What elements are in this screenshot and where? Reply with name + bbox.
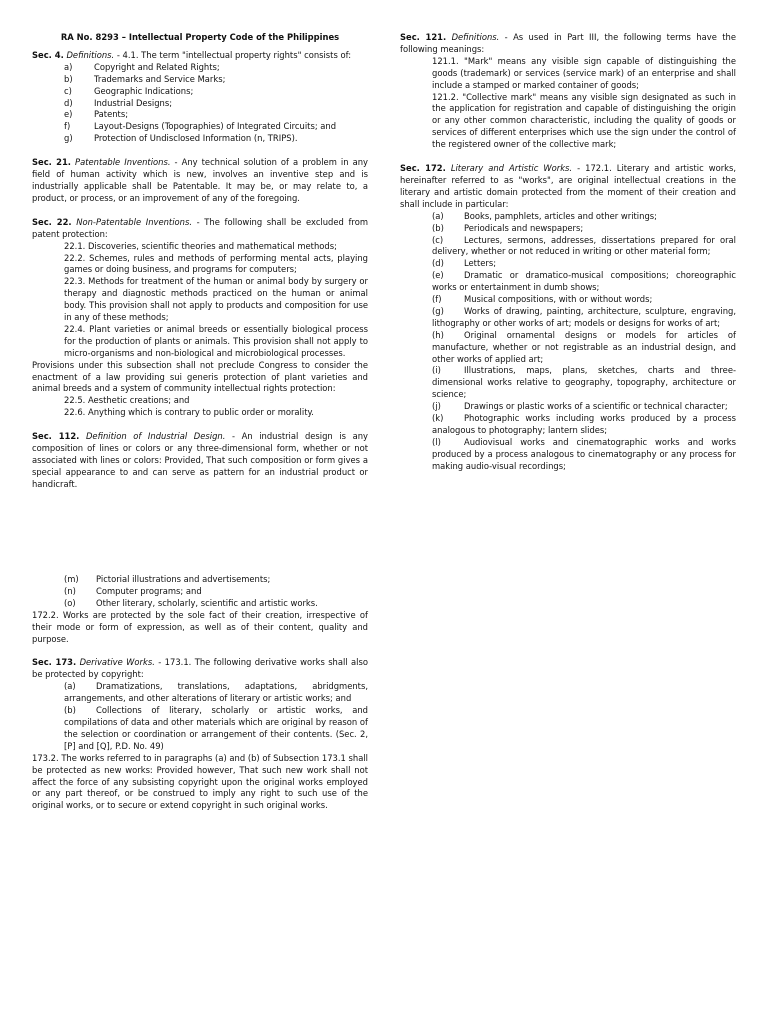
- sec121-heading: Definitions.: [451, 32, 500, 42]
- list-item: 121.2. "Collective mark" means any visible sign designated as such in the application for registration and capable of distinguishing the origin or any other common characteristic, including the quality of goods or services of different enterprises which use the sign under the control of the registered owner of the collective mark;: [432, 91, 736, 150]
- list-item-text: Dramatizations, translations, adaptations, abridgments, arrangements, and other alterations of literary or artistic works; and: [64, 681, 368, 704]
- sec21-number: Sec. 21.: [32, 157, 71, 168]
- list-item: [400, 365, 736, 401]
- list-item: [400, 211, 736, 223]
- list-item: 22.5. Aesthetic creations; and: [64, 395, 190, 406]
- document-title: RA No. 8293 – Intellectual Property Code of the Philippines: [60, 32, 340, 42]
- sec4-heading: Definitions.: [66, 49, 115, 60]
- sec4-intro: - 4.1. The term "intellectual property rights" consists of:: [114, 49, 352, 60]
- list-item-text: Dramatic or dramatico-musical compositions; choreographic works or entertainment in dumb shows;: [432, 270, 736, 293]
- sec22-number: Sec. 22.: [32, 216, 72, 227]
- list-item: [400, 413, 736, 437]
- list-item: 22.3. Methods for treatment of the human or animal body by surgery or therapy and diagnostic methods practiced on the human or animal body. This provision shall not apply to products and composition for use in any of these methods;: [64, 276, 368, 323]
- list-item-label: (f): [432, 294, 442, 305]
- list-item-label: (k): [432, 413, 444, 424]
- list-item: g) Protection of Undisclosed Information (n, TRIPS).: [64, 133, 298, 144]
- list-item: [400, 437, 736, 473]
- list-item-label: (h): [432, 329, 444, 340]
- sec173-number: Sec. 173.: [32, 657, 77, 668]
- sec173-intro: - 173.1. The following derivative works shall also be protected by copyright:: [32, 657, 368, 680]
- list-item: [32, 705, 368, 753]
- list-item-text: Lectures, sermons, addresses, dissertations prepared for oral delivery, whether or not reduced in writing or other material form;: [432, 234, 736, 257]
- list-item-label: (n): [64, 585, 76, 596]
- list-item: b) Trademarks and Service Marks;: [64, 73, 226, 84]
- sec172: [400, 163, 736, 473]
- list-item-text: Letters;: [464, 258, 497, 269]
- list-item: [400, 223, 736, 235]
- list-item-text: Drawings or plastic works of a scientific or technical character;: [464, 401, 728, 412]
- right-column: [400, 32, 736, 473]
- list-item: [32, 586, 368, 598]
- list-item-label: (a): [432, 210, 444, 221]
- list-item-text: Computer programs; and: [96, 585, 202, 596]
- list-item: [32, 681, 368, 705]
- list-item-label: (c): [432, 234, 444, 245]
- list-item-text: Pictorial illustrations and advertisements;: [96, 574, 271, 584]
- list-item: [400, 330, 736, 366]
- list-item-label: (j): [432, 401, 441, 412]
- list-item: e) Patents;: [64, 109, 129, 120]
- sec121-number: Sec. 121.: [400, 32, 447, 42]
- list-item-text: Other literary, scholarly, scientific and artistic works.: [96, 597, 318, 608]
- list-item: f) Layout-Designs (Topographies) of Integrated Circuits; and: [64, 121, 337, 132]
- sec4-number: Sec. 4.: [32, 49, 64, 60]
- list-item-text: Original ornamental designs or models for articles of manufacture, whether or not registrable as an industrial design, and other works of applied art;: [432, 329, 736, 364]
- sec172-list-continued: [32, 574, 368, 610]
- sec172-heading: Literary and Artistic Works.: [450, 163, 573, 174]
- sec173-list: [32, 681, 368, 752]
- list-item-text: Photographic works including works produced by a process analogous to photography; lantern slides;: [432, 413, 736, 435]
- sec21-body: - Any technical solution of a problem in any field of human activity which is new, involves an inventive step and is industrially applicable shall be Patentable. It may be, or may relate to, a product, or process, or an improvement of any of the foregoing.: [32, 157, 368, 203]
- list-item: 121.1. "Mark" means any visible sign capable of distinguishing the goods (trademark) or services (service mark) of an enterprise and shall include a stamped or marked container of goods;: [432, 55, 736, 90]
- sec22-heading: Non-Patentable Inventions.: [76, 216, 192, 227]
- sec112: [32, 431, 368, 491]
- list-item: [400, 401, 736, 413]
- list-item-text: Periodicals and newspapers;: [464, 222, 584, 233]
- sec173-para2: 173.2. The works referred to in paragraphs (a) and (b) of Subsection 173.1 shall be protected as new works: Provided however, That such new work shall not affect the force of any subsisting copyright upon the original works employed or any part thereof, or be construed to imply any right to such use of the original works, or to secure or extend copyright in such original works.: [32, 752, 368, 811]
- list-item: [32, 574, 368, 586]
- list-item: [32, 598, 368, 610]
- list-item: 22.1. Discoveries, scientific theories and mathematical methods;: [64, 240, 337, 251]
- list-item-text: Musical compositions, with or without words;: [464, 294, 653, 305]
- sec172-intro: - 172.1. Literary and artistic works, hereinafter referred to as "works", are original intellectual creations in the literary and artistic domain protected from the moment of their creation and shall include in particular:: [400, 163, 737, 209]
- list-item: 22.2. Schemes, rules and methods of performing mental acts, playing games or doing business, and programs for computers;: [64, 252, 368, 275]
- list-item-label: (d): [432, 258, 444, 269]
- list-item-label: (m): [64, 574, 79, 584]
- sec22-proviso: Provisions under this subsection shall not preclude Congress to consider the enactment of a law providing sui generis protection of plant varieties and animal breeds and a system of community intellectual rights protection:: [32, 359, 368, 394]
- list-item-label: (o): [64, 597, 76, 608]
- left-column: [32, 32, 368, 491]
- list-item: [400, 258, 736, 270]
- list-item-label: (l): [432, 436, 441, 447]
- sec112-number: Sec. 112.: [32, 431, 80, 442]
- sec112-heading: Definition of Industrial Design.: [85, 431, 226, 442]
- list-item: c) Geographic Indications;: [64, 85, 194, 96]
- sec121: [400, 32, 736, 151]
- list-item: 22.6. Anything which is contrary to public order or morality.: [64, 407, 314, 418]
- sec22: [32, 217, 368, 419]
- sec172-list: [400, 211, 736, 473]
- list-item-label: (b): [432, 222, 444, 233]
- list-item-text: Audiovisual works and cinematographic works and works produced by a process analogous to cinematography or any process for making audio-visual recordings;: [432, 436, 736, 471]
- sec173: [32, 657, 368, 812]
- list-item: 22.4. Plant varieties or animal breeds or essentially biological process for the production of plants or animals. This provision shall not apply to micro-organisms and non-biological and microbiological processes.: [64, 323, 368, 358]
- list-item-label: (b): [64, 705, 76, 716]
- list-item-text: Collections of literary, scholarly or artistic works, and compilations of data and other materials which are original by reason of the selection or coordination or arrangement of their contents. (Sec. 2, [P] and [Q], P.D. No. 49): [64, 705, 368, 751]
- list-item: [400, 235, 736, 259]
- list-item-text: Works of drawing, painting, architecture, sculpture, engraving, lithography or other works of art; models or designs for works of art;: [432, 305, 736, 328]
- list-item: [400, 270, 736, 294]
- list-item-label: (e): [432, 270, 444, 281]
- list-item-label: (i): [432, 365, 441, 376]
- list-item-text: Books, pamphlets, articles and other writings;: [464, 210, 657, 221]
- list-item: [400, 306, 736, 330]
- bottom-column: [32, 574, 368, 812]
- sec172-para2: 172.2. Works are protected by the sole fact of their creation, irrespective of their mode or form of expression, as well as of their content, quality and purpose.: [32, 609, 368, 644]
- sec172-number: Sec. 172.: [400, 163, 446, 174]
- list-item: a) Copyright and Related Rights;: [64, 61, 220, 72]
- list-item-label: (a): [64, 681, 76, 692]
- list-item: [400, 294, 736, 306]
- sec22-intro: - The following shall be excluded from patent protection:: [32, 216, 368, 239]
- sec112-body: - An industrial design is any composition of lines or colors or any three-dimensional form, whether or not associated with lines or colors: Provided, That such composition or form gives a special appearance to and can serve as pattern for an industrial product or handicraft.: [32, 431, 368, 489]
- list-item-text: Illustrations, maps, plans, sketches, charts and three-dimensional works relative to geography, topography, architecture or science;: [432, 365, 736, 400]
- sec21: [32, 157, 368, 205]
- sec4: [32, 50, 368, 145]
- list-item: d) Industrial Designs;: [64, 97, 173, 108]
- sec21-heading: Patentable Inventions.: [75, 157, 171, 168]
- list-item-label: (g): [432, 305, 444, 316]
- sec121-intro: - As used in Part III, the following terms have the following meanings:: [400, 32, 736, 54]
- sec173-heading: Derivative Works.: [79, 657, 155, 668]
